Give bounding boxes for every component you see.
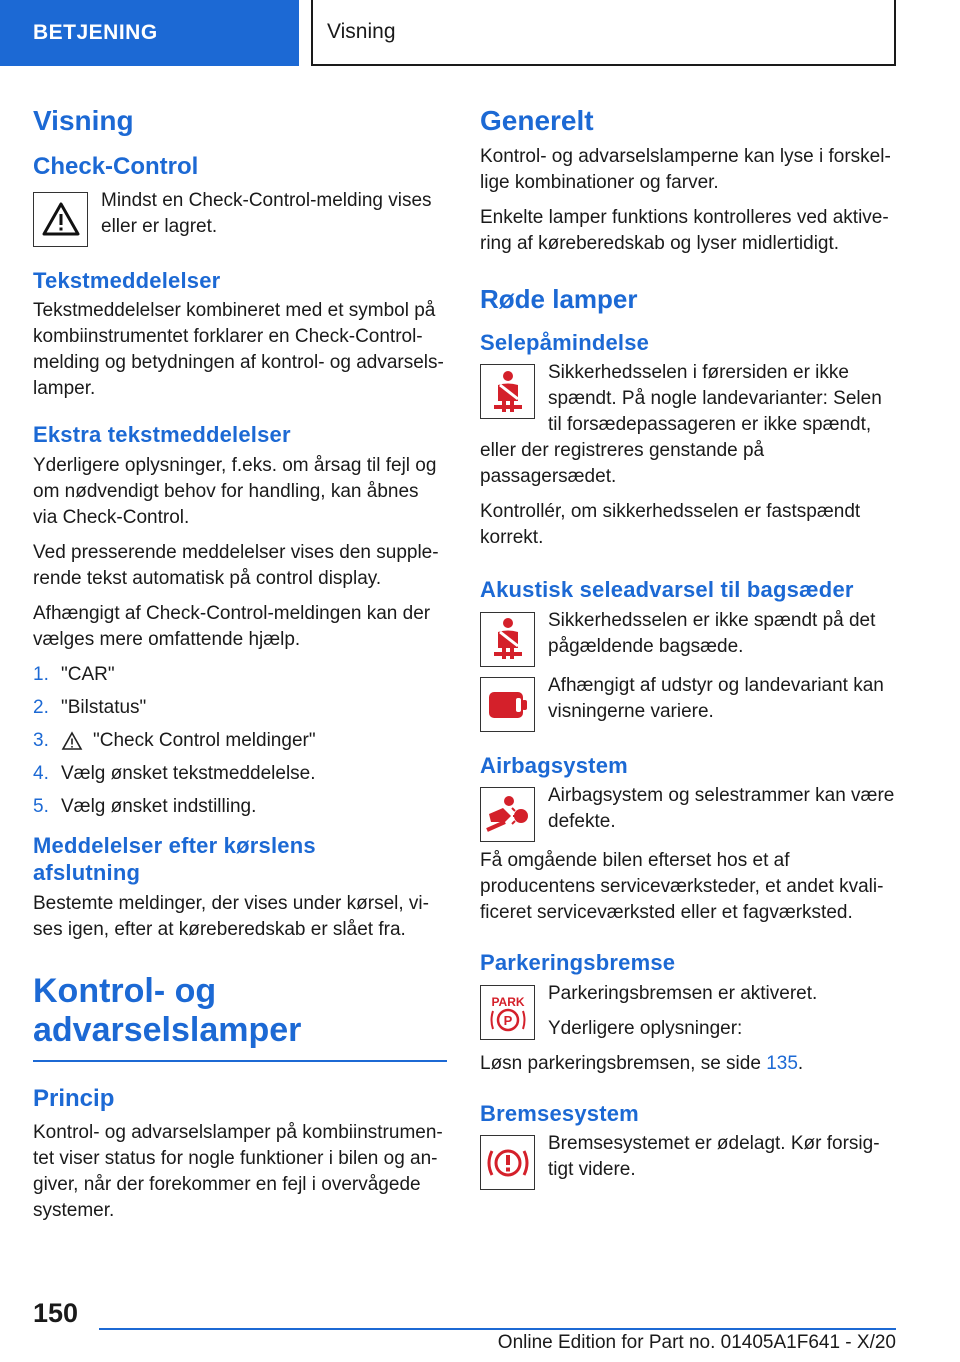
left-column bbox=[33, 96, 447, 1233]
seatbelt-icon bbox=[480, 612, 535, 667]
akustisk-block-2 bbox=[480, 673, 900, 738]
check-control-heading: Check-Control bbox=[33, 152, 199, 180]
step-number: 2. bbox=[33, 696, 49, 718]
title-rule bbox=[33, 1060, 447, 1062]
generelt-p2: Enkelte lamper funktions kontrolleres ved aktive-ring af køreberedskab og lyser midlertidigt. bbox=[480, 206, 889, 254]
page-header bbox=[0, 0, 960, 66]
check-control-block bbox=[33, 188, 447, 253]
section-tab[interactable]: BETJENING bbox=[0, 0, 299, 66]
park-p3-prefix: Løsn parkeringsbremsen, se side bbox=[480, 1052, 761, 1074]
akustisk-p2: Afhængigt af udstyr og landevariant kan visningerne variere. bbox=[548, 674, 884, 722]
steps-list bbox=[33, 662, 447, 820]
park-p2: Yderligere oplysninger: bbox=[548, 1017, 743, 1039]
list-item bbox=[33, 695, 447, 721]
akustisk-block bbox=[480, 608, 900, 673]
park-brake-icon bbox=[480, 985, 535, 1040]
sele-p1: Sikkerhedsselen i førersiden er ikke spændt. På nogle landevarianter: Selen til forsædepassageren er ikke spændt, eller der registreres genstande på passagersædet. bbox=[480, 362, 882, 488]
airbag-block bbox=[480, 783, 900, 848]
list-item bbox=[33, 761, 447, 787]
seatbelt-icon bbox=[480, 364, 535, 419]
sele-heading: Selepåmindelse bbox=[480, 329, 650, 355]
page-number: 150 bbox=[33, 1298, 79, 1328]
edition-text: Online Edition for Part no. 01405A1F641 - X/20 bbox=[497, 1332, 896, 1353]
sele-block bbox=[480, 360, 900, 499]
rode-heading: Røde lamper bbox=[480, 283, 638, 314]
check-control-text: Mindst en Check-Control-melding vises eller er lagret. bbox=[101, 189, 432, 237]
park-p1: Parkeringsbremsen er aktiveret. bbox=[548, 982, 818, 1004]
bremse-block bbox=[480, 1131, 900, 1196]
bremse-p1: Bremsesystemet er ødelagt. Kør forsig-tigt videre. bbox=[548, 1133, 880, 1181]
svg-text:P: P bbox=[503, 1013, 512, 1029]
step-number: 3. bbox=[33, 729, 49, 751]
right-column bbox=[480, 96, 900, 1196]
step-number: 4. bbox=[33, 762, 49, 784]
akustisk-p1: Sikkerhedsselen er ikke spændt på det pågældende bagsæde. bbox=[548, 609, 876, 657]
airbag-heading: Airbagsystem bbox=[480, 752, 628, 778]
park-block bbox=[480, 981, 900, 1086]
generelt-p1: Kontrol- og advarselslamperne kan lyse i forskel-lige kombinationer og farver. bbox=[480, 145, 891, 193]
bremse-heading: Bremsesystem bbox=[480, 1100, 639, 1126]
kontrol-title: Kontrol- og advarselslamper bbox=[33, 971, 302, 1049]
page-footer bbox=[0, 1290, 960, 1362]
airbag-p1: Airbagsystem og selestrammer kan være defekte. bbox=[548, 785, 895, 833]
ekstra-heading: Ekstra tekstmeddelelser bbox=[33, 422, 291, 448]
brake-system-icon bbox=[480, 1135, 535, 1190]
ekstra-p3: Afhængigt af Check-Control-meldingen kan der vælges mere omfattende hjælp. bbox=[33, 602, 431, 650]
list-item bbox=[33, 728, 447, 754]
sele-p2: Kontrollér, om sikkerhedsselen er fastspændt korrekt. bbox=[480, 501, 861, 549]
park-p3 bbox=[480, 1051, 900, 1077]
park-p3-suffix: . bbox=[797, 1052, 804, 1074]
airbag-p2: Få omgående bilen efterset hos et af producentens serviceværksteder, et andet kvali-ficeret serviceværksted eller et fagværksted. bbox=[480, 850, 884, 924]
topic-label: Visning bbox=[311, 0, 896, 66]
princip-heading: Princip bbox=[33, 1084, 115, 1112]
efter-text: Bestemte meldinger, der vises under kørsel, vi-ses igen, efter at køreberedskab er slået fra. bbox=[33, 892, 429, 940]
efter-heading: Meddelelser efter kørslens afslutning bbox=[33, 832, 316, 886]
park-heading: Parkeringsbremse bbox=[480, 950, 676, 976]
ekstra-p1: Yderligere oplysninger, f.eks. om årsag til fejl og om nødvendigt behov for handling, kan åbnes via Check-Control. bbox=[33, 454, 437, 528]
step-text: Vælg ønsket indstilling. bbox=[61, 795, 257, 817]
princip-text: Kontrol- og advarselslamper på kombiinstrumen-tet viser status for nogle funktioner i bilen og an-giver, når der forekommer en fejl i overvågede systemer. bbox=[33, 1121, 443, 1221]
step-text: "Check Control meldinger" bbox=[93, 729, 316, 751]
ekstra-p2: Ved presserende meddelelser vises den supple-rende tekst automatisk på control display. bbox=[33, 541, 439, 589]
list-item bbox=[33, 662, 447, 688]
step-text: Vælg ønsket tekstmeddelelse. bbox=[61, 762, 316, 784]
seat-icon bbox=[480, 677, 535, 732]
generelt-heading: Generelt bbox=[480, 105, 594, 136]
airbag-icon bbox=[480, 787, 535, 842]
step-number: 1. bbox=[33, 663, 49, 685]
page-link[interactable]: 135 bbox=[766, 1052, 798, 1074]
tekst-text: Tekstmeddelelser kombineret med et symbol på kombiinstrumentet forklarer en Check-Control-melding og betydningen af kontrol- og advarsels-lamper. bbox=[33, 300, 444, 400]
tekst-heading: Tekstmeddelelser bbox=[33, 267, 221, 293]
warning-small-icon bbox=[61, 728, 83, 754]
warning-triangle-icon bbox=[33, 192, 88, 247]
footer-rule bbox=[99, 1328, 896, 1330]
step-text: "CAR" bbox=[61, 663, 115, 685]
section-title: Visning bbox=[33, 105, 134, 136]
list-item bbox=[33, 794, 447, 820]
step-number: 5. bbox=[33, 795, 49, 817]
park-icon-label: PARK bbox=[490, 995, 525, 1010]
akustisk-heading: Akustisk seleadvarsel til bagsæder bbox=[480, 577, 854, 603]
step-text: "Bilstatus" bbox=[61, 696, 147, 718]
